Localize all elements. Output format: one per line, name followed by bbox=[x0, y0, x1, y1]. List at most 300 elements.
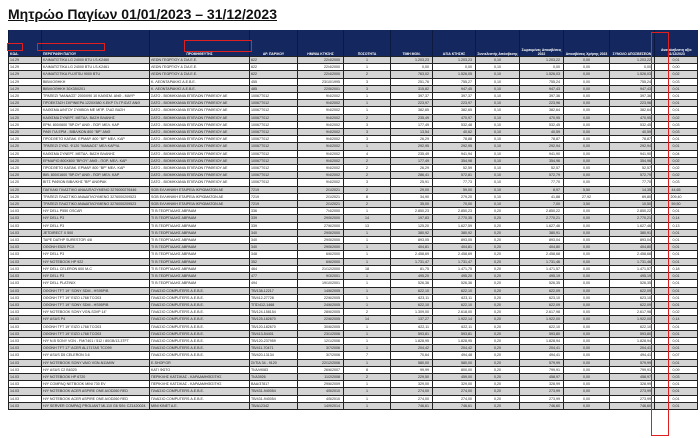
cell-acquisition-date: 2/1/2021 bbox=[298, 201, 344, 208]
cell-unit-price: 35,00 bbox=[391, 201, 433, 208]
cell-depreciation-2023: 5,50 bbox=[564, 186, 610, 193]
cell-code: 14.20 bbox=[9, 143, 42, 150]
table-row bbox=[9, 402, 698, 409]
cell-acquisition-date: 24/6/2005 bbox=[298, 301, 344, 308]
cell-supplier: ΠΕΡΙΚΛΗΣ ΚΑΤΣΙΚΑΣ - ΚΑΡΔΑΜΗΘΙΣΙΤΗΣ bbox=[150, 373, 250, 380]
cell-invoice-no: ΤΒ/431-940054 bbox=[250, 395, 298, 402]
col-header-supplier: ΠΡΟΜΗΘΕΥΤΗΣ bbox=[150, 30, 250, 57]
cell-description: TAPE DATHP SURESTOR 4/8 bbox=[42, 237, 150, 244]
cell-acquisition-value: 494,48 bbox=[433, 352, 476, 359]
cell-unit-price: 70,64 bbox=[391, 352, 433, 359]
table-row bbox=[9, 337, 698, 344]
cell-quantity: 7 bbox=[344, 352, 391, 359]
cell-depreciation-rate: 0,20 bbox=[476, 280, 520, 287]
cell-description: ΤΡΑΠΕΖΙ ΠΛΑΣΤΙΚΟ ΑΝΑΔΙΠΛΟΥΜΕΝΟ 3276000209523 bbox=[42, 201, 150, 208]
cell-net-book-value: 0,18 bbox=[655, 265, 698, 272]
cell-depreciation-rate: 0,20 bbox=[476, 323, 520, 330]
cell-unit-price: 274,00 bbox=[391, 388, 433, 395]
cell-unit-price: 34,90 bbox=[391, 193, 433, 200]
cell-code: 14.20 bbox=[9, 93, 42, 100]
cell-acquisition-date: 3/7/2006 bbox=[298, 352, 344, 359]
asset-register-table bbox=[8, 30, 698, 410]
cell-acquisition-value: 1.627,59 bbox=[433, 222, 476, 229]
cell-quantity: 2 bbox=[344, 114, 391, 121]
cell-acquisition-value: 354,98 bbox=[433, 157, 476, 164]
col-header-invoice-no: ΑΡ. ΠΑΡ/ΚΟΥ bbox=[250, 30, 298, 57]
cell-accumulated-2022: 755,24 bbox=[520, 78, 564, 85]
cell-total-depreciation: 1.526,03 bbox=[610, 71, 655, 78]
cell-quantity: 1 bbox=[344, 251, 391, 258]
cell-code: 14.03 bbox=[9, 294, 42, 301]
table-row bbox=[9, 294, 698, 301]
cell-supplier: ΛΕΩΝ ΓΕΩΡΓΙΟΥ & ΣΙΑ Ε.Ε. bbox=[150, 57, 250, 64]
cell-invoice-no: 10067Τ012 bbox=[250, 93, 298, 100]
cell-acquisition-date: 29/5/2000 bbox=[298, 215, 344, 222]
cell-quantity: 1 bbox=[344, 330, 391, 337]
table-row bbox=[9, 359, 698, 366]
cell-supplier: ΣΑΤΟ - ΒΙΟΜΗΧΑΝΙΑ ΕΠΙΠΛΩΝ ΓΡΑΦΕΙΟΥ ΑΕ bbox=[150, 179, 250, 186]
cell-description: Η/Υ ASUS C2 B6320 bbox=[42, 366, 150, 373]
cell-depreciation-2023: 0,00 bbox=[564, 100, 610, 107]
cell-depreciation-2023: 3,50 bbox=[564, 201, 610, 208]
cell-supplier: ΤΙ Β ΓΕΩΡΓΙΑΔΗΣ ΑΒΡΑΑΜ bbox=[150, 244, 250, 251]
cell-invoice-no: 10067Τ012 bbox=[250, 172, 298, 179]
cell-supplier: ΣΑΤΟ - ΒΙΟΜΗΧΑΝΙΑ ΕΠΙΠΛΩΝ ΓΡΑΦΕΙΟΥ ΑΕ bbox=[150, 100, 250, 107]
cell-description: Η/Υ DELL P3 bbox=[42, 251, 150, 258]
cell-unit-price: 380,92 bbox=[391, 229, 433, 236]
table-row bbox=[9, 309, 698, 316]
cell-depreciation-rate: 0,10 bbox=[476, 100, 520, 107]
cell-supplier: ΣΑΤΟ - ΒΙΟΜΗΧΑΝΙΑ ΕΠΙΠΛΩΝ ΓΡΑΦΕΙΟΥ ΑΕ bbox=[150, 114, 250, 121]
cell-total-depreciation: 2.770,21 bbox=[610, 215, 655, 222]
cell-code: 14.20 bbox=[9, 136, 42, 143]
cell-depreciation-2023: 0,00 bbox=[564, 258, 610, 265]
cell-code: 14.03 bbox=[9, 229, 42, 236]
cell-net-book-value: 0,02 bbox=[655, 114, 698, 121]
cell-acquisition-date: 19/10/2001 bbox=[298, 280, 344, 287]
cell-description: ΟΘΟΝΗ TFT 19" EIZO L768 TCO03 bbox=[42, 330, 150, 337]
cell-net-book-value: 0,01 bbox=[655, 330, 698, 337]
cell-accumulated-2022: 470,95 bbox=[520, 114, 564, 121]
cell-depreciation-rate: 0,10 bbox=[476, 150, 520, 157]
cell-depreciation-rate: 0,10 bbox=[476, 179, 520, 186]
cell-invoice-no: 622 bbox=[250, 71, 298, 78]
table-row bbox=[9, 265, 698, 272]
cell-acquisition-date: 2/1/2021 bbox=[298, 186, 344, 193]
cell-acquisition-date: 4/5/2010 bbox=[298, 395, 344, 402]
cell-code: 14.03 bbox=[9, 373, 42, 380]
cell-unit-price: 746,61 bbox=[391, 402, 433, 409]
cell-description: ΚΑΘΙΣΜΑ ΣΥΝΕΡΓ. ΜΕΤΑΛ. ΒΑΣΗ ΒΛΑΝΗΣ bbox=[42, 150, 150, 157]
cell-supplier: ΠΛΑΙΣΙΟ COMPUTERS Α.Ε.Β.Ε. bbox=[150, 309, 250, 316]
cell-acquisition-value: 532,48 bbox=[433, 121, 476, 128]
cell-net-book-value: 0,02 bbox=[655, 172, 698, 179]
cell-depreciation-rate: 0,20 bbox=[476, 359, 520, 366]
cell-quantity: 18 bbox=[344, 265, 391, 272]
cell-code: 14.20 bbox=[9, 114, 42, 121]
cell-depreciation-rate: 0,10 bbox=[476, 64, 520, 71]
cell-supplier: ΛΕΩΝ ΓΕΩΡΓΙΟΥ & ΣΙΑ Ε.Ε. bbox=[150, 71, 250, 78]
cell-code: 14.29 bbox=[9, 71, 42, 78]
cell-supplier: ΣΑΤΟ - ΒΙΟΜΗΧΑΝΙΑ ΕΠΙΠΛΩΝ ΓΡΑΦΕΙΟΥ ΑΕ bbox=[150, 107, 250, 114]
cell-accumulated-2022: 572,79 bbox=[520, 172, 564, 179]
cell-supplier: ΣΑΤΟ - ΒΙΟΜΗΧΑΝΙΑ ΕΠΙΠΛΩΝ ΓΡΑΦΕΙΟΥ ΑΕ bbox=[150, 150, 250, 157]
cell-depreciation-rate: 0,10 bbox=[476, 107, 520, 114]
cell-net-book-value: 0,01 bbox=[655, 107, 698, 114]
cell-quantity: 1 bbox=[344, 395, 391, 402]
cell-unit-price: 286,41 bbox=[391, 172, 433, 179]
cell-depreciation-2023: 0,00 bbox=[564, 309, 610, 316]
cell-unit-price: 81,75 bbox=[391, 265, 433, 272]
table-row bbox=[9, 244, 698, 251]
table-row bbox=[9, 222, 698, 229]
cell-quantity: 1 bbox=[344, 337, 391, 344]
cell-description: ΤΡΑΠΕΖΙ ΣΥΝΣ. Φ120 "ΜΑΝΑΟΣ" ΜΕΛ ΚΑΡΥΔ bbox=[42, 143, 150, 150]
cell-code: 14.29 bbox=[9, 57, 42, 64]
cell-total-depreciation: 572,79 bbox=[610, 172, 655, 179]
cell-total-depreciation: 273,99 bbox=[610, 388, 655, 395]
cell-accumulated-2022: 579,99 bbox=[520, 359, 564, 366]
cell-net-book-value: 0,03 bbox=[655, 179, 698, 186]
cell-acquisition-date: 22/6/2005 bbox=[298, 294, 344, 301]
cell-acquisition-value: 580,00 bbox=[433, 359, 476, 366]
cell-code: 14.03 bbox=[9, 287, 42, 294]
cell-code: 14.20 bbox=[9, 129, 42, 136]
cell-total-depreciation: 526,35 bbox=[610, 280, 655, 287]
cell-quantity: 1 bbox=[344, 359, 391, 366]
table-row bbox=[9, 229, 698, 236]
cell-unit-price: 763,02 bbox=[391, 71, 433, 78]
cell-accumulated-2022: 397,36 bbox=[520, 93, 564, 100]
cell-net-book-value: 44,65 bbox=[655, 186, 698, 193]
cell-description: ΕΡΜΑΡΙΟ 800Χ600 "ΒΡ.ΟΥ" ΑΝΘ - ΠΟΡ. ΜΕΛ. ΚΑΡ bbox=[42, 157, 150, 164]
table-row bbox=[9, 201, 698, 208]
cell-accumulated-2022: 40,59 bbox=[520, 129, 564, 136]
cell-depreciation-rate: 0,20 bbox=[476, 215, 520, 222]
cell-code: 14.29 bbox=[9, 64, 42, 71]
cell-net-book-value: 0,09 bbox=[655, 366, 698, 373]
cell-depreciation-rate: 0,20 bbox=[476, 337, 520, 344]
cell-code: 14.03 bbox=[9, 359, 42, 366]
cell-total-depreciation: 14,35 bbox=[610, 186, 655, 193]
cell-acquisition-value: 274,00 bbox=[433, 395, 476, 402]
cell-total-depreciation: 2.850,22 bbox=[610, 208, 655, 215]
cell-invoice-no: ΤΒ/138-12217 bbox=[250, 287, 298, 294]
cell-invoice-no: ΤΒ/125-182670 bbox=[250, 316, 298, 323]
cell-accumulated-2022: 8,97 bbox=[520, 186, 564, 193]
cell-quantity: 1 bbox=[344, 64, 391, 71]
cell-supplier: SGB ΕΛΛΗΝΙΚΗ ΕΤΑΙΡΕΙΑ ΙΚΡΙΩΜΑΤΩΝ ΑΕ bbox=[150, 193, 250, 200]
cell-acquisition-date: 22/12/2006 bbox=[298, 359, 344, 366]
cell-supplier: ΣΑΤΟ - ΒΙΟΜΗΧΑΝΙΑ ΕΠΙΠΛΩΝ ΓΡΑΦΕΙΟΥ ΑΕ bbox=[150, 143, 250, 150]
cell-quantity: 1 bbox=[344, 388, 391, 395]
cell-depreciation-2023: 0,00 bbox=[564, 287, 610, 294]
cell-acquisition-value: 2.618,00 bbox=[433, 309, 476, 316]
cell-code: 14.03 bbox=[9, 316, 42, 323]
cell-depreciation-rate: 0,10 bbox=[476, 186, 520, 193]
cell-description: ΒΙΒΛΙΟΘΗΚΗ 30Χ35Χ201 bbox=[42, 85, 150, 92]
cell-acquisition-date: 14/6/2005 bbox=[298, 287, 344, 294]
cell-acquisition-date: 9/4/2002 bbox=[298, 107, 344, 114]
cell-unit-price: 622,10 bbox=[391, 301, 433, 308]
cell-invoice-no: 352 bbox=[250, 258, 298, 265]
cell-code: 14.20 bbox=[9, 121, 42, 128]
cell-unit-price: 29,00 bbox=[391, 186, 433, 193]
cell-quantity: 1 bbox=[344, 244, 391, 251]
cell-acquisition-value: 40,62 bbox=[433, 129, 476, 136]
col-header-unit-price: ΤΙΜΗ ΜΟΝ. bbox=[391, 30, 433, 57]
cell-depreciation-2023: 0,00 bbox=[564, 330, 610, 337]
cell-total-depreciation: 622,09 bbox=[610, 287, 655, 294]
cell-acquisition-value: 800,00 bbox=[433, 366, 476, 373]
cell-depreciation-2023: 0,00 bbox=[564, 157, 610, 164]
cell-total-depreciation: 0,00 bbox=[610, 64, 655, 71]
cell-depreciation-2023: 0,00 bbox=[564, 179, 610, 186]
cell-code: 14.29 bbox=[9, 85, 42, 92]
cell-code: 14.03 bbox=[9, 381, 42, 388]
cell-depreciation-rate: 0,10 bbox=[476, 193, 520, 200]
cell-acquisition-date: 9/4/2002 bbox=[298, 157, 344, 164]
cell-quantity: 2 bbox=[344, 373, 391, 380]
cell-acquisition-value: 382,65 bbox=[433, 107, 476, 114]
cell-invoice-no: 7219 bbox=[250, 193, 298, 200]
cell-depreciation-2023: 0,00 bbox=[564, 172, 610, 179]
cell-accumulated-2022: 328,99 bbox=[520, 381, 564, 388]
cell-code: 14.20 bbox=[9, 193, 42, 200]
cell-invoice-no: ΤΒ/431-940054 bbox=[250, 388, 298, 395]
col-header-acquisition-date: ΗΜ/ΝΙΑ ΚΤΗΣΗΣ bbox=[298, 30, 344, 57]
cell-net-book-value: 0,01 bbox=[655, 244, 698, 251]
cell-code: 14.20 bbox=[9, 179, 42, 186]
cell-quantity: 1 bbox=[344, 57, 391, 64]
cell-depreciation-2023: 0,00 bbox=[564, 251, 610, 258]
cell-accumulated-2022: 622,09 bbox=[520, 301, 564, 308]
cell-invoice-no: 10067Τ012 bbox=[250, 121, 298, 128]
cell-accumulated-2022: 380,91 bbox=[520, 229, 564, 236]
cell-acquisition-value: 2.458,69 bbox=[433, 251, 476, 258]
cell-supplier: ΤΙ Β ΓΕΩΡΓΙΑΔΗΣ ΑΒΡΑΑΜ bbox=[150, 265, 250, 272]
cell-accumulated-2022: 1.203,22 bbox=[520, 57, 564, 64]
cell-supplier: ΠΛΑΙΣΙΟ COMPUTERS Α.Ε.Β.Ε. bbox=[150, 395, 250, 402]
cell-quantity: 4 bbox=[344, 150, 391, 157]
cell-total-depreciation: 404,80 bbox=[610, 244, 655, 251]
cell-depreciation-2023: 0,00 bbox=[564, 301, 610, 308]
cell-net-book-value: 0,14 bbox=[655, 316, 698, 323]
cell-total-depreciation: 273,99 bbox=[610, 395, 655, 402]
cell-invoice-no: 485 bbox=[250, 85, 298, 92]
cell-acquisition-date: 29/5/2000 bbox=[298, 237, 344, 244]
cell-invoice-no: 494 bbox=[250, 280, 298, 287]
cell-quantity: 2 bbox=[344, 186, 391, 193]
cell-supplier: E-SHOP.GR bbox=[150, 359, 250, 366]
cell-net-book-value: 0,01 bbox=[655, 388, 698, 395]
table-row bbox=[9, 366, 698, 373]
cell-unit-price: 137,27 bbox=[391, 316, 433, 323]
table-row bbox=[9, 100, 698, 107]
cell-acquisition-date: 4/5/2010 bbox=[298, 388, 344, 395]
cell-unit-price: 382,65 bbox=[391, 107, 433, 114]
cell-depreciation-2023: 0,00 bbox=[564, 323, 610, 330]
cell-total-depreciation: 292,94 bbox=[610, 143, 655, 150]
cell-depreciation-rate: 0,20 bbox=[476, 294, 520, 301]
cell-accumulated-2022: 746,60 bbox=[520, 402, 564, 409]
cell-accumulated-2022: 622,09 bbox=[520, 287, 564, 294]
cell-acquisition-value: 70,00 bbox=[433, 201, 476, 208]
cell-depreciation-2023: 0,00 bbox=[564, 78, 610, 85]
cell-quantity: 1 bbox=[344, 237, 391, 244]
cell-accumulated-2022: 1.627,46 bbox=[520, 222, 564, 229]
page-title: Μητρώο Παγίων 01/01/2023 – 31/12/2023 bbox=[8, 6, 277, 22]
cell-invoice-no: 340 bbox=[250, 229, 298, 236]
cell-description: ΟΘΟΝΗ TFT 19" EIZO L768 TCO03 bbox=[42, 323, 150, 330]
table-row bbox=[9, 373, 698, 380]
cell-description: Η/Υ NOTEBOOK ACER ASPIRE ONE A/OD260 RED bbox=[42, 395, 150, 402]
cell-supplier: ΤΙ Β ΓΕΩΡΓΙΑΔΗΣ ΑΒΡΑΑΜ bbox=[150, 215, 250, 222]
cell-invoice-no: ΤΒ/Α12342 bbox=[250, 402, 298, 409]
cell-unit-price: 274,00 bbox=[391, 395, 433, 402]
cell-depreciation-rate: 0,20 bbox=[476, 395, 520, 402]
cell-acquisition-value: 1.731,47 bbox=[433, 258, 476, 265]
cell-net-book-value: 0,01 bbox=[655, 273, 698, 280]
cell-acquisition-date: 9/4/2002 bbox=[298, 121, 344, 128]
cell-supplier: ΠΛΑΙΣΙΟ COMPUTERS Α.Ε.Β.Ε. bbox=[150, 337, 250, 344]
cell-supplier: SGB ΕΛΛΗΝΙΚΗ ΕΤΑΙΡΕΙΑ ΙΚΡΙΩΜΑΤΩΝ ΑΕ bbox=[150, 186, 250, 193]
cell-depreciation-rate: 0,20 bbox=[476, 287, 520, 294]
table-row bbox=[9, 157, 698, 164]
table-row bbox=[9, 165, 698, 172]
cell-code: 14.03 bbox=[9, 323, 42, 330]
cell-supplier: ΤΙ Β ΓΕΩΡΓΙΑΔΗΣ ΑΒΡΑΑΜ bbox=[150, 222, 250, 229]
header-row bbox=[9, 30, 698, 57]
cell-total-depreciation: 941,90 bbox=[610, 150, 655, 157]
cell-depreciation-rate: 0,20 bbox=[476, 301, 520, 308]
cell-accumulated-2022: 1.922,00 bbox=[520, 316, 564, 323]
cell-description: Η/Υ NOTEBOOK HP 6720 bbox=[42, 373, 150, 380]
cell-total-depreciation: 382,64 bbox=[610, 107, 655, 114]
table-row bbox=[9, 107, 698, 114]
cell-invoice-no: 10067Τ012 bbox=[250, 179, 298, 186]
cell-description: ΚΛΙΜΑΤΙΣΤΙΚΑ LG 24000 BTU LS-K2460 bbox=[42, 57, 150, 64]
cell-accumulated-2022: 292,94 bbox=[520, 143, 564, 150]
cell-acquisition-value: 572,81 bbox=[433, 172, 476, 179]
cell-unit-price: 204,42 bbox=[391, 345, 433, 352]
cell-acquisition-value: 1.203,23 bbox=[433, 57, 476, 64]
cell-accumulated-2022: 78,87 bbox=[520, 136, 564, 143]
cell-quantity: 1 bbox=[344, 143, 391, 150]
cell-unit-price: 1.731,47 bbox=[391, 258, 433, 265]
cell-description: Η/Υ DELL P550 OSCAR bbox=[42, 208, 150, 215]
cell-total-depreciation: 622,09 bbox=[610, 301, 655, 308]
cell-depreciation-rate: 0,20 bbox=[476, 330, 520, 337]
cell-quantity: 3 bbox=[344, 179, 391, 186]
cell-invoice-no: ΤΒ/412-27728 bbox=[250, 294, 298, 301]
cell-net-book-value: 0,01 bbox=[655, 143, 698, 150]
cell-description: ΟΘΟΝΗ TFT 19" EIZO L768 TCO03 bbox=[42, 294, 150, 301]
cell-code: 14.03 bbox=[9, 388, 42, 395]
cell-net-book-value: 0,01 bbox=[655, 85, 698, 92]
cell-accumulated-2022: 2.770,21 bbox=[520, 215, 564, 222]
cell-description: ΠΡΟΕΚΤΑΣΗ ΣΚΡΙΝΙΕΡΑ 1220Χ580 Χ.ΕΚΡ ΓΛ.ΓΡ.ΙΣΑΤ ΑΝΘ bbox=[42, 100, 150, 107]
cell-acquisition-date: 30/6/2005 bbox=[298, 323, 344, 330]
cell-unit-price: 329,00 bbox=[391, 381, 433, 388]
cell-invoice-no: 348 bbox=[250, 251, 298, 258]
cell-acquisition-value: 1.922,14 bbox=[433, 316, 476, 323]
cell-quantity: 2 bbox=[344, 172, 391, 179]
cell-code: 14.03 bbox=[9, 352, 42, 359]
cell-invoice-no: ΤΠΣ/412-1468 bbox=[250, 301, 298, 308]
cell-supplier: ΣΑΤΟ - ΒΙΟΜΗΧΑΝΙΑ ΕΠΙΠΛΩΝ ΓΡΑΦΕΙΟΥ ΑΕ bbox=[150, 165, 250, 172]
cell-net-book-value: 0,13 bbox=[655, 222, 698, 229]
cell-depreciation-rate: 0,20 bbox=[476, 273, 520, 280]
cell-accumulated-2022: 223,96 bbox=[520, 100, 564, 107]
cell-depreciation-2023: 0,00 bbox=[564, 114, 610, 121]
cell-unit-price: 580,00 bbox=[391, 359, 433, 366]
cell-description: Η/Υ ASUS D5 CELERON 3.6 bbox=[42, 352, 150, 359]
col-header-accumulated-2022: Σωρευμένες Αποσβέσεις 2022 bbox=[520, 30, 564, 57]
cell-depreciation-2023: 0,00 bbox=[564, 85, 610, 92]
cell-quantity: 1 bbox=[344, 208, 391, 215]
table-row bbox=[9, 301, 698, 308]
cell-accumulated-2022: 204,41 bbox=[520, 345, 564, 352]
cell-total-depreciation: 494,41 bbox=[610, 352, 655, 359]
cell-description: Η/Υ DELL P3 bbox=[42, 273, 150, 280]
cell-accumulated-2022: 41,88 bbox=[520, 193, 564, 200]
cell-depreciation-2023: 0,00 bbox=[564, 208, 610, 215]
cell-depreciation-2023: 0,00 bbox=[564, 265, 610, 272]
table-row bbox=[9, 143, 698, 150]
cell-code: 14.03 bbox=[9, 330, 42, 337]
cell-depreciation-rate: 0,20 bbox=[476, 402, 520, 409]
table-row bbox=[9, 352, 698, 359]
cell-description: Η/Υ NOTEBOOK SONY VGN-S3VP 14" bbox=[42, 309, 150, 316]
cell-description: ΒΙΒΛΙΟΘΗΚΗ bbox=[42, 78, 150, 85]
cell-acquisition-value: 593,81 bbox=[433, 330, 476, 337]
cell-depreciation-rate: 0,20 bbox=[476, 229, 520, 236]
cell-net-book-value: 0,01 bbox=[655, 208, 698, 215]
cell-accumulated-2022: 382,64 bbox=[520, 107, 564, 114]
cell-invoice-no: ΣΙ/ΤΙΑ 34 - 9120 bbox=[250, 359, 298, 366]
cell-depreciation-2023: 0,00 bbox=[564, 402, 610, 409]
cell-acquisition-date: 6/6/2000 bbox=[298, 251, 344, 258]
cell-unit-price: 26,29 bbox=[391, 165, 433, 172]
cell-description: Η/Υ NOTEBOOK HP 922 bbox=[42, 258, 150, 265]
cell-quantity: 1 bbox=[344, 107, 391, 114]
table-row bbox=[9, 251, 698, 258]
cell-description: ΒΙΒ. 800Χ1600 "ΒΡ.ΟΥ" ΑΝΘ - ΠΟΡ. ΜΕΛ. ΚΑΡ bbox=[42, 172, 150, 179]
cell-total-depreciation: 40,59 bbox=[610, 129, 655, 136]
cell-quantity: 1 bbox=[344, 301, 391, 308]
cell-acquisition-value: 292,95 bbox=[433, 143, 476, 150]
cell-unit-price: 197,83 bbox=[391, 215, 433, 222]
cell-depreciation-rate: 0,10 bbox=[476, 136, 520, 143]
cell-acquisition-date: 6/6/2000 bbox=[298, 258, 344, 265]
cell-depreciation-2023: 0,00 bbox=[564, 337, 610, 344]
cell-description: ΚΛΙΜΑΤΙΣΤΙΚΑ LG 24000 BTU LS-K2461 bbox=[42, 64, 150, 71]
cell-supplier: ΤΙ Β ΓΕΩΡΓΙΑΔΗΣ ΑΒΡΑΑΜ bbox=[150, 237, 250, 244]
cell-depreciation-rate: 0,10 bbox=[476, 78, 520, 85]
cell-depreciation-rate: 0,20 bbox=[476, 251, 520, 258]
cell-depreciation-2023: 0,00 bbox=[564, 280, 610, 287]
table-row bbox=[9, 64, 698, 71]
cell-unit-price: 622,11 bbox=[391, 323, 433, 330]
cell-description: ΟΘΟΝΗ E520 PCX bbox=[42, 244, 150, 251]
cell-acquisition-value: 329,00 bbox=[433, 381, 476, 388]
cell-supplier: ΠΛΑΙΣΙΟ COMPUTERS Α.Ε.Β.Ε. bbox=[150, 388, 250, 395]
cell-acquisition-value: 622,10 bbox=[433, 287, 476, 294]
cell-net-book-value: 0,00 bbox=[655, 64, 698, 71]
cell-quantity: 2 bbox=[344, 165, 391, 172]
cell-quantity: 1 bbox=[344, 280, 391, 287]
